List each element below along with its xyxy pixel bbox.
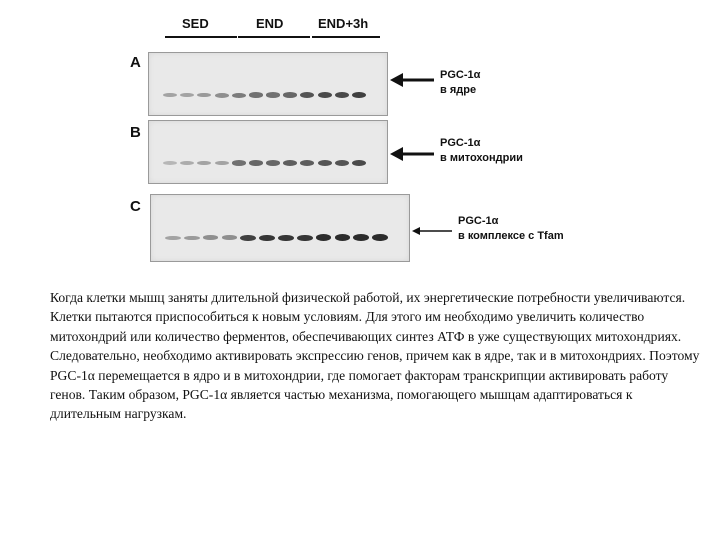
blot-band [283,160,297,166]
blot-band [180,161,194,165]
blot-band [163,93,177,97]
panel-letter-c: C [130,198,141,215]
blot-band [318,160,332,166]
blot-band [165,236,181,240]
blot-band [283,92,297,98]
group-line-end [238,36,310,38]
panel-letter-a: A [130,54,141,71]
caption-panel-a [440,68,480,98]
blot-band [352,160,366,166]
blot-band [352,92,366,98]
blot-panel-c [150,194,410,262]
group-label-end: END [256,16,284,31]
blot-band [353,234,369,241]
blot-band [266,160,280,166]
blot-band [335,160,349,166]
blot-band [232,160,246,165]
blot-band [240,235,256,241]
blot-panel-a [148,52,388,116]
blot-band [297,235,313,242]
blot-band [300,160,314,166]
blot-band [197,93,211,98]
blot-band [266,92,280,97]
caption-b-line1: PGC-1α [440,137,481,149]
caption-c-line2: в комплексе с Tfam [458,230,564,242]
blot-band [232,93,246,98]
blot-band [259,235,275,242]
blot-band [249,160,263,166]
blot-band [180,93,194,97]
blot-band [184,236,200,241]
blot-band [203,235,219,240]
group-line-sed [165,36,237,38]
arrow-icon [390,72,436,88]
panel-letter-b: B [130,124,141,141]
blot-band [222,235,238,240]
blot-panel-b [148,120,388,184]
body-paragraph: Когда клетки мышц заняты длительной физической работой, их энергетические потребности увеличиваются. Клетки пытаются приспособиться к новым условиям. Для этого им необходимо увеличить количество митохондрий или количество ферментов, обеспечивающих синтез АТФ в уже существующих митохондриях. Следовательно, необходимо активировать экспрессию генов, причем как в ядре, так и в митохондриях. Поэтому PGC-1α перемещается в ядро и в митохондрии, где помогает факторам транскрипции активировать работу генов. Таким образом, PGC-1α является частью механизма, помогающего мышцам адаптироваться к длительным нагрузкам. [50,290,700,422]
blot-band [300,92,314,98]
group-line-end-3h [312,36,380,38]
blot-band [278,235,294,242]
blot-band [372,234,388,241]
group-label-sed: SED [182,16,209,31]
blot-band [215,93,229,98]
caption-b-line2: в митохондрии [440,152,523,164]
blot-band [335,234,351,241]
arrow-icon [412,225,452,237]
blot-band [335,92,349,98]
blot-band [316,234,332,241]
western-blot-figure [120,12,590,262]
caption-panel-b [440,136,523,166]
caption-c-line1: PGC-1α [458,215,499,227]
caption-a-line2: в ядре [440,84,477,96]
group-label-end-3h: END+3h [318,16,369,31]
blot-band [215,161,229,165]
blot-band [197,161,211,165]
blot-band [249,92,263,97]
caption-a-line1: PGC-1α [440,69,481,81]
arrow-icon [390,146,436,162]
blot-band [163,161,177,165]
caption-panel-c [458,214,564,244]
blot-band [318,92,332,98]
